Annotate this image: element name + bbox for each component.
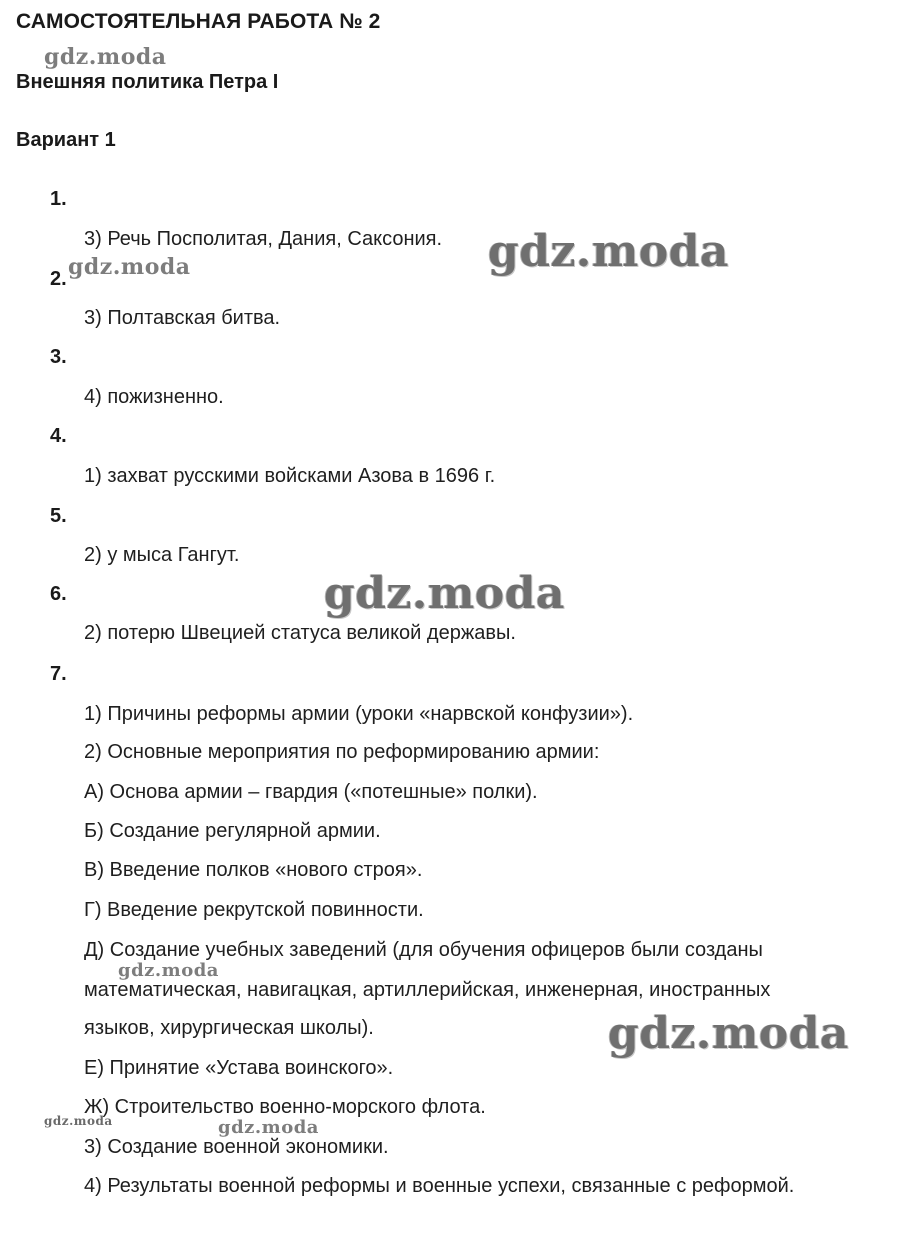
answer-line: Б) Создание регулярной армии. [84,820,381,842]
question-number: 1. [50,188,67,210]
answer-line: Е) Принятие «Устава воинского». [84,1057,394,1079]
watermark: gdz.moda [118,960,219,981]
answer-line: 1) захват русскими войсками Азова в 1696 г. [84,465,496,487]
answer-line: 2) у мыса Гангут. [84,544,240,566]
answer-line: В) Введение полков «нового строя». [84,859,423,881]
watermark: gdz.moda [218,1117,319,1138]
answer-line: 1) Причины реформы армии (уроки «нарвской конфузии»). [84,703,634,725]
answer-line: 3) Полтавская битва. [84,307,281,329]
answer-line: языков, хирургическая школы). [84,1017,374,1039]
watermark: gdz.moda [44,44,167,70]
answer-line: 2) потерю Швецией статуса великой державы. [84,622,516,644]
question-number: 3. [50,346,67,368]
watermark: gdz.moda [488,226,730,277]
document-subtitle: Внешняя политика Петра I [16,71,279,93]
question-number: 7. [50,663,67,685]
answer-line: 4) Результаты военной реформы и военные успехи, связанные с реформой. [84,1175,795,1197]
question-number: 2. [50,268,67,290]
question-number: 5. [50,505,67,527]
answer-line: Г) Введение рекрутской повинности. [84,899,424,921]
answer-line: Д) Создание учебных заведений (для обучения офицеров были созданы [84,939,763,961]
variant-heading: Вариант 1 [16,129,116,151]
answer-line: 2) Основные мероприятия по реформированию армии: [84,741,600,763]
watermark: gdz.moda [68,254,191,280]
question-number: 4. [50,425,67,447]
answer-line: 3) Речь Посполитая, Дания, Саксония. [84,228,443,250]
answer-line: Ж) Строительство военно-морского флота. [84,1096,486,1118]
question-number: 6. [50,583,67,605]
answer-line: А) Основа армии – гвардия («потешные» полки). [84,781,538,803]
answer-line: математическая, навигацкая, артиллерийская, инженерная, иностранных [84,979,771,1001]
watermark: gdz.moda [608,1008,850,1059]
answer-line: 4) пожизненно. [84,386,224,408]
watermark: gdz.moda [324,568,566,619]
answer-line: 3) Создание военной экономики. [84,1136,389,1158]
document-title: САМОСТОЯТЕЛЬНАЯ РАБОТА № 2 [16,10,381,33]
watermark: gdz.moda [44,1114,113,1128]
